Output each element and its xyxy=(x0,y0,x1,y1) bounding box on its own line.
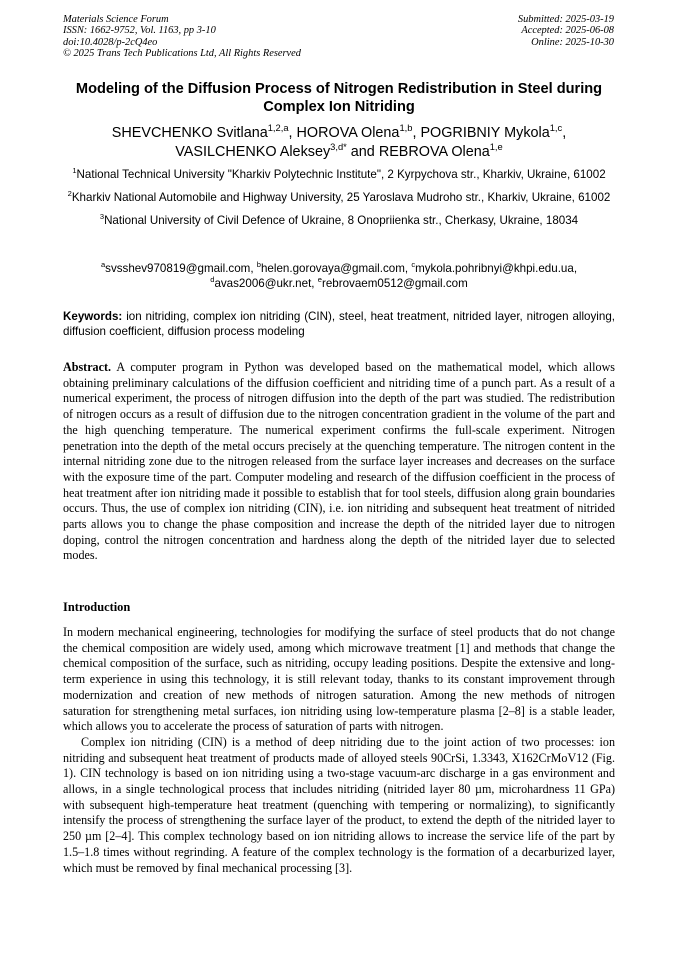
author: VASILCHENKO Aleksey$^{3,d*}$ xyxy=(175,142,347,160)
keywords-label: Keywords: xyxy=(63,310,123,323)
introduction-body xyxy=(63,625,615,876)
author-list: SHEVCHENKO Svitlana$^{1,2,a}$, HOROVA Olena$^{1,b}$, POGRIBNIY Mykola$^{1,c}$, VASILCHENKO Aleksey$^{3,d*}$ and REBROVA Olena$^{1,e}$ xyxy=(111,123,567,160)
paragraph: Complex ion nitriding (CIN) is a method of deep nitriding due to the joint action of two processes: ion nitriding and subsequent heat treatment of products made of alloyed steels 90CrSi, 1.3343, X162CrMoV12 (Fig. 1). CIN technology is based on ion nitriding using a two-stage vacuum-arc discharge in a gas environment and allows, in a single technological process that includes nitriding (nitrided layer 80 µm, microhardness 11 GPa) with subsequent high-temperature heat treatment (quenching with tempering or normalizing), to significantly intensify the process of strengthening the surface layer of the product, to extend the depth of the nitrided layer to 250 µm [2–4]. This complex technology based on ion nitriding allows to increase the service life of the part by 1.5–1.8 times without regrinding. A feature of the complex technology is the formation of a decarburized layer, which must be removed by final mechanical processing [3]. xyxy=(63,734,615,875)
affiliations xyxy=(63,167,615,236)
section-heading: Introduction xyxy=(63,600,131,614)
keywords-text: ion nitriding, complex ion nitriding (CIN), steel, heat treatment, nitrided layer, nitrogen alloying, diffusion coefficient, diffusion process modeling xyxy=(63,310,615,338)
submitted-date: Submitted: 2025-03-19 xyxy=(517,14,614,25)
paragraph: In modern mechanical engineering, technologies for modifying the surface of steel products that do not change the chemical composition are widely used, among which microwave treatment [1] and methods that change the chemical composition of the surface, such as nitriding, occupy leading positions. Despite the extensive and long-term experience in using this technology, it is still relevant today, thanks to its constant improvement through modernization and creation of new methods of nitrogen saturation. Among the new methods of nitrogen saturation for strengthening metal surfaces, ion nitriding using low-temperature plasma [2–8] is a stable leader, which allows you to accelerate the process of saturation of parts with nitrogen. xyxy=(63,625,615,734)
email-list: $^a$svsshev970819@gmail.com, $^b$helen.gorovaya@gmail.com, $^c$mykola.pohribnyi@khpi.edu.ua, $^d$avas2006@ukr.net, $^e$rebrovaem0512@gmail.com xyxy=(100,260,578,290)
author: HOROVA Olena$^{1,b}$ xyxy=(296,123,413,141)
email-link[interactable]: $^d$avas2006@ukr.net xyxy=(210,275,312,290)
author: REBROVA Olena$^{1,e}$ xyxy=(378,142,503,160)
author: POGRIBNIY Mykola$^{1,c}$ xyxy=(420,123,563,141)
copyright: © 2025 Trans Tech Publications Ltd, All Rights Reserved xyxy=(63,48,301,60)
paper-title: Modeling of the Diffusion Process of Nitrogen Redistribution in Steel during Complex Ion Nitriding xyxy=(75,81,603,115)
email-link[interactable]: $^b$helen.gorovaya@gmail.com xyxy=(256,260,405,275)
author: SHEVCHENKO Svitlana$^{1,2,a}$ xyxy=(111,123,289,141)
affiliation: $^3$National University of Civil Defence of Ukraine, 8 Onopriienka str., Cherkasy, Ukraine, 18034 xyxy=(99,212,579,227)
accepted-date: Accepted: 2025-06-08 xyxy=(521,25,614,37)
dates-header xyxy=(518,14,614,48)
abstract xyxy=(63,360,615,564)
email-link[interactable]: $^c$mykola.pohribnyi@khpi.edu.ua xyxy=(411,260,574,275)
doi: doi:10.4028/p-2cQ4eo xyxy=(63,36,158,48)
email-link[interactable]: $^a$svsshev970819@gmail.com xyxy=(100,260,251,275)
online-date: Online: 2025-10-30 xyxy=(531,36,614,48)
abstract-text: A computer program in Python was developed based on the mathematical model, which allows obtaining preliminary calculations of the diffusion coefficient and nitriding time of a punch part. As a result of a numerical experiment, the process of nitrogen diffusion into the depth of the part was studied. The redistribution of nitrogen occurs as a result of diffusion due to the nitrogen concentration gradient in the volume of the part and the high quenching temperature. The numerical experiment confirms the full-scale experiment. Nitrogen penetration into the depth of the metal occurs precisely at the quenching temperature. The nitrogen content in the internal nitriding zone due to the nitrogen released from the surface layer increases and decreases on the surface with the exposure time of the part. Computer modeling and research of the diffusion coefficient in the process of heat treatment after ion nitriding made it possible to establish that for tool steels, diffusion along grain boundaries occurs. Thus, the use of complex ion nitriding (CIN), i.e. ion nitriding and subsequent heat treatment of nitrided parts allows you to change the phase composition and increase the depth of the nitrided layer due to nitrogen doping, control the nitrogen concentration and hardness along the depth of the nitrided layer due to selected modes. xyxy=(63,360,616,563)
keywords xyxy=(63,309,615,339)
affiliation: $^2$Kharkiv National Automobile and Highway University, 25 Yaroslava Mudroho str., Kharkiv, Ukraine, 61002 xyxy=(67,189,611,204)
journal-header xyxy=(63,14,301,60)
abstract-label: Abstract. xyxy=(63,360,112,374)
journal-name: Materials Science Forum xyxy=(63,14,169,25)
email-link[interactable]: $^e$rebrovaem0512@gmail.com xyxy=(317,275,468,290)
issn: ISSN: 1662-9752, Vol. 1163, pp 3-10 xyxy=(63,25,216,37)
affiliation: $^1$National Technical University "Kharkiv Polytechnic Institute", 2 Kyrpychova str., Kharkiv, Ukraine, 61002 xyxy=(72,166,606,181)
